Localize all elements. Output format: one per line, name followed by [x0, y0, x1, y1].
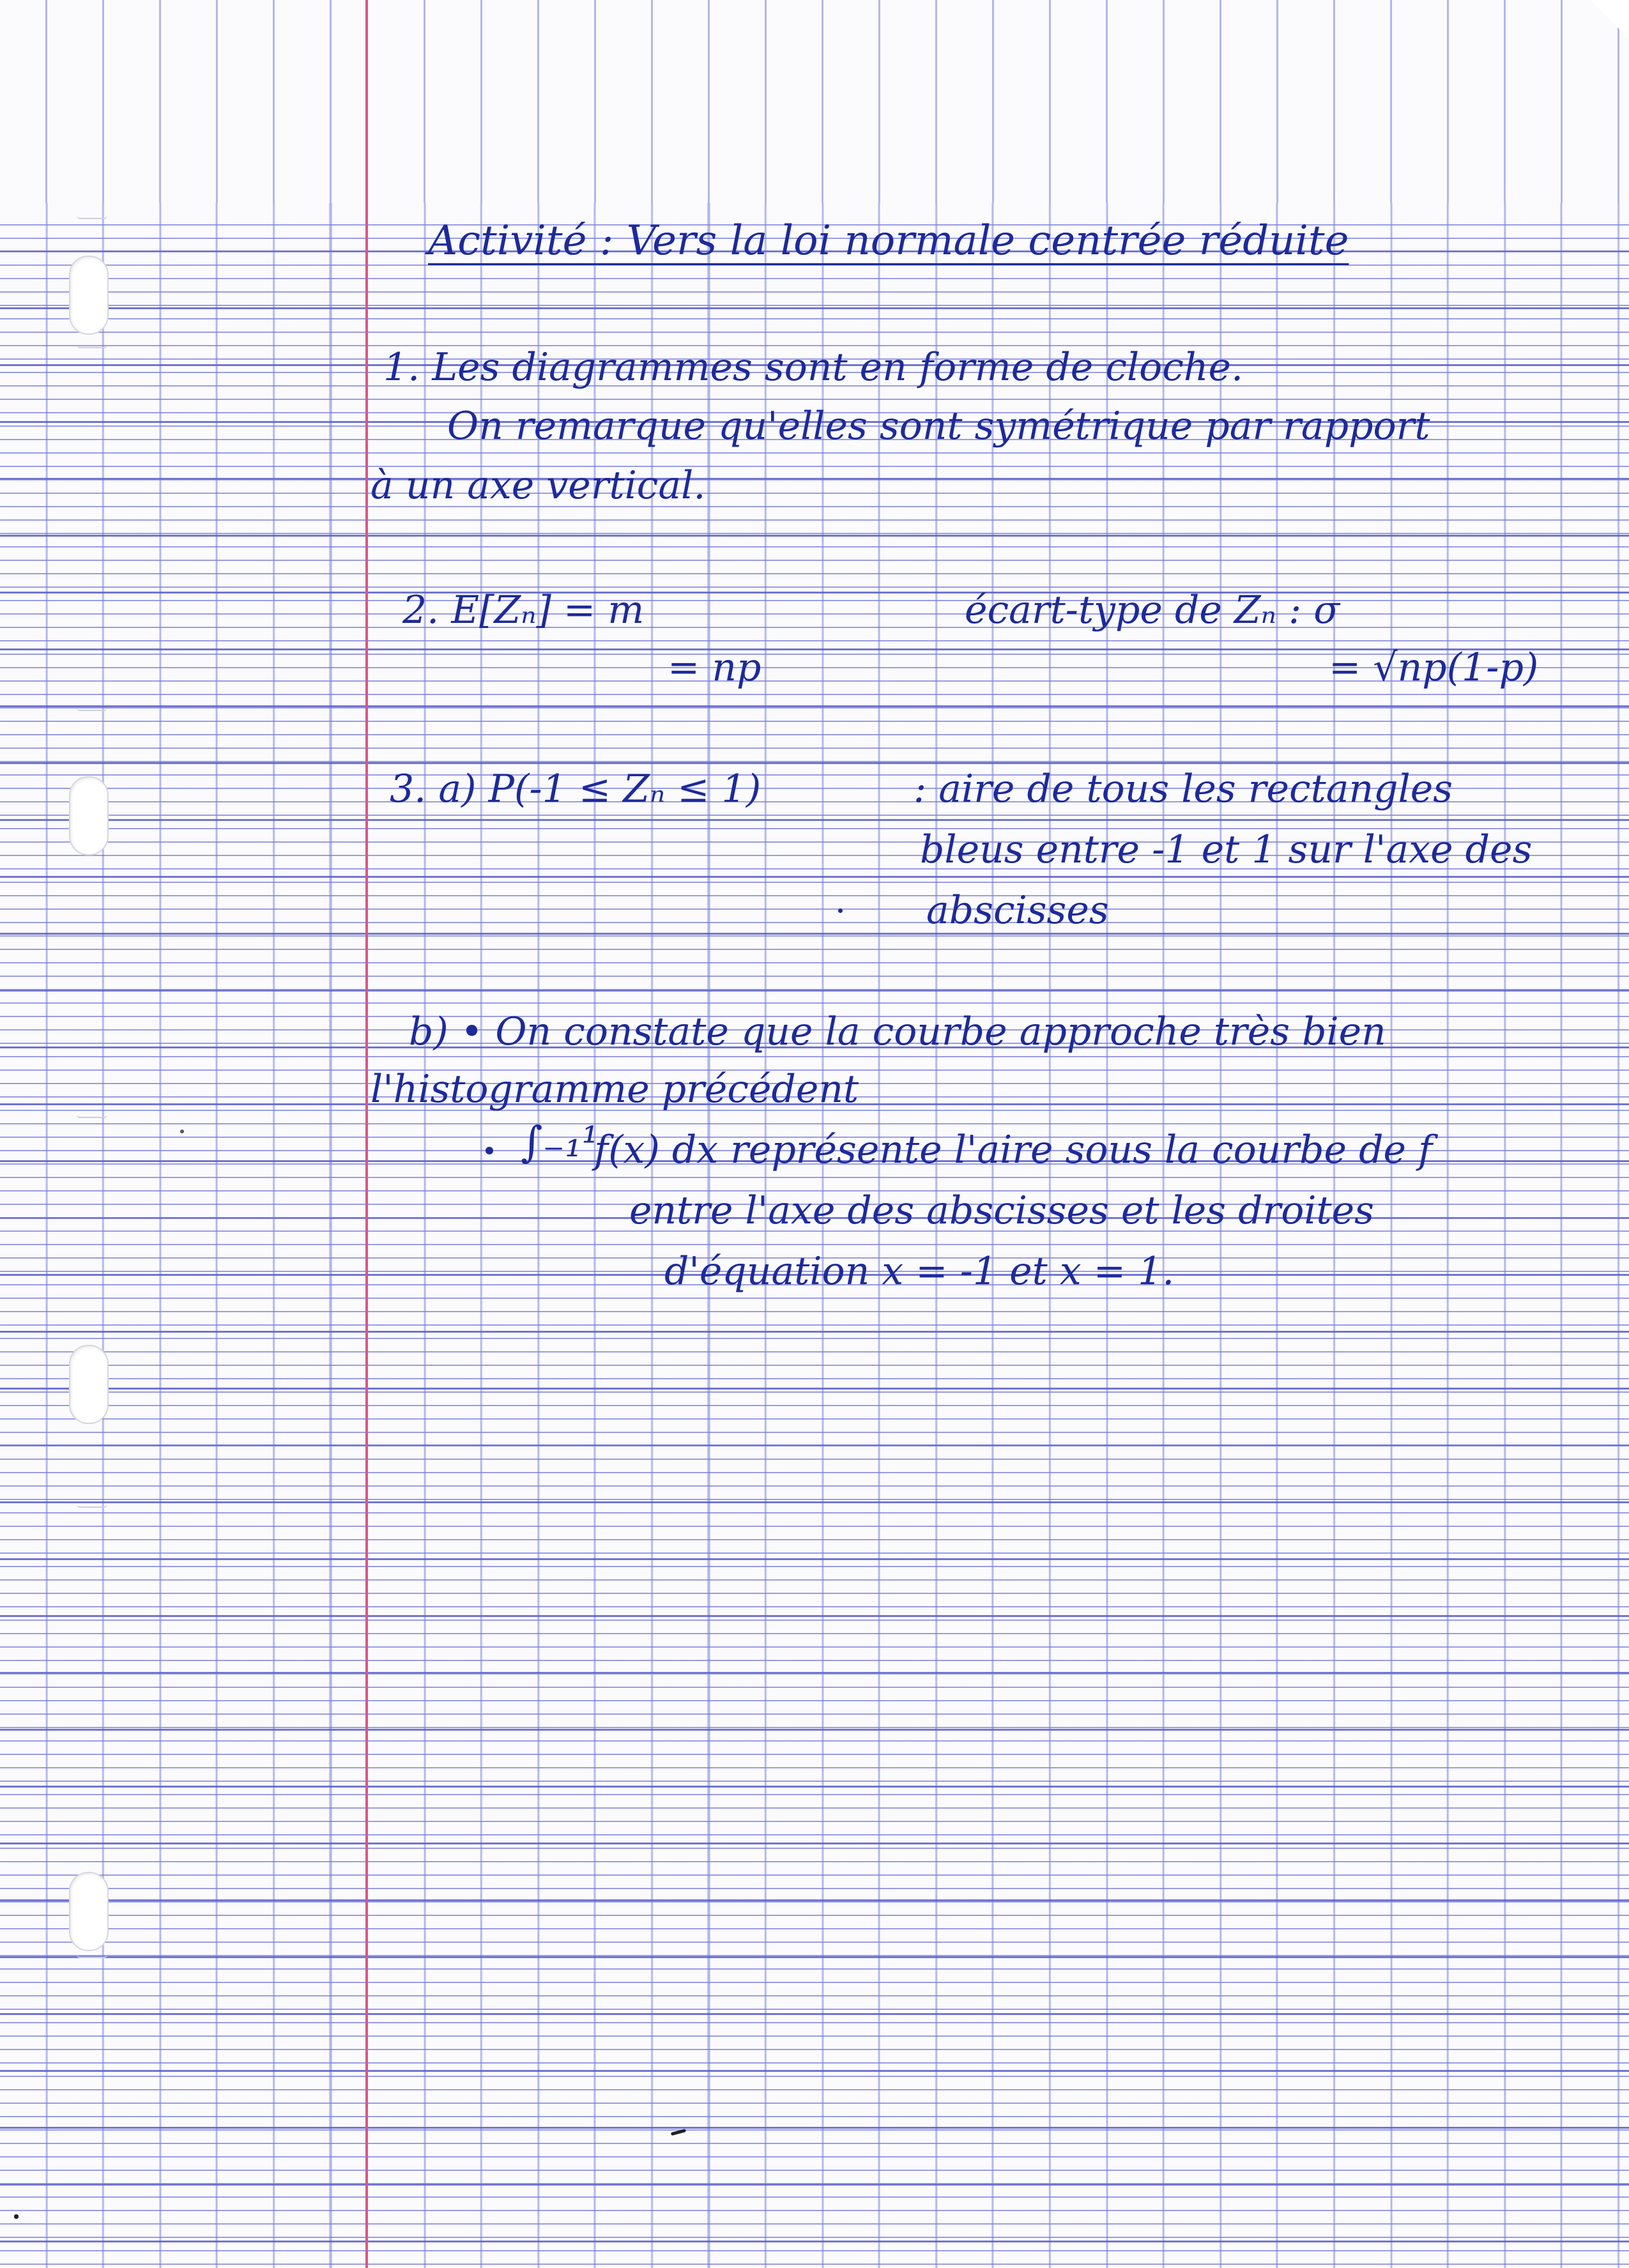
- q3a-text-2: bleus entre -1 et 1 sur l'axe des: [920, 827, 1533, 872]
- stray-ink-mark: [14, 2214, 19, 2219]
- binder-hole: [69, 1345, 109, 1424]
- q3b-line-1: b) • On constate que la courbe approche très bien: [409, 1009, 1386, 1054]
- margin-line: [365, 0, 368, 2268]
- q2-expectation-value: = np: [668, 645, 761, 690]
- q1-line-1: 1. Les diagrammes sont en forme de cloche.: [383, 345, 1244, 390]
- binder-hole-mark: [77, 345, 107, 348]
- page-corner: [1591, 0, 1629, 38]
- binder-hole-mark: [77, 1115, 107, 1118]
- sheet-top-margin: [0, 0, 1629, 203]
- q3a-expression: 3. a) P(-1 ≤ Zₙ ≤ 1): [390, 767, 761, 811]
- binder-hole-mark: [77, 708, 107, 711]
- q3b-integral-sign: ∫₋₁¹: [521, 1117, 599, 1167]
- stray-ink-mark: [180, 1130, 184, 1133]
- ink-dot: [838, 908, 843, 913]
- q1-line-3: à un axe vertical.: [371, 463, 706, 508]
- q1-line-2: On remarque qu'elles sont symétrique par rapport: [447, 404, 1430, 448]
- q2-expectation: 2. E[Zₙ] = m: [402, 588, 645, 632]
- binder-hole-mark: [77, 1505, 107, 1508]
- q3a-text-3: abscisses: [926, 888, 1109, 933]
- q3b-line-2: l'histogramme précédent: [371, 1067, 859, 1112]
- bullet-dot: [486, 1147, 493, 1154]
- binder-hole: [69, 1872, 109, 1951]
- q3a-text-1: : aire de tous les rectangles: [914, 767, 1453, 811]
- binder-hole: [69, 776, 109, 855]
- q2-std-value: = √np(1-p): [1329, 645, 1539, 690]
- q2-std-label: écart-type de Zₙ : σ: [965, 588, 1340, 632]
- binder-hole: [69, 256, 109, 335]
- binder-hole-mark: [77, 216, 107, 219]
- q3b-line-4: entre l'axe des abscisses et les droites: [629, 1188, 1374, 1233]
- page-title: Activité : Vers la loi normale centrée réduite: [428, 217, 1349, 264]
- q3b-line-5: d'équation x = -1 et x = 1.: [664, 1249, 1175, 1294]
- binder-hole-mark: [77, 1955, 107, 1958]
- stray-ink-mark: [671, 2129, 686, 2136]
- q3b-line-3: f(x) dx représente l'aire sous la courbe de f: [594, 1128, 1433, 1172]
